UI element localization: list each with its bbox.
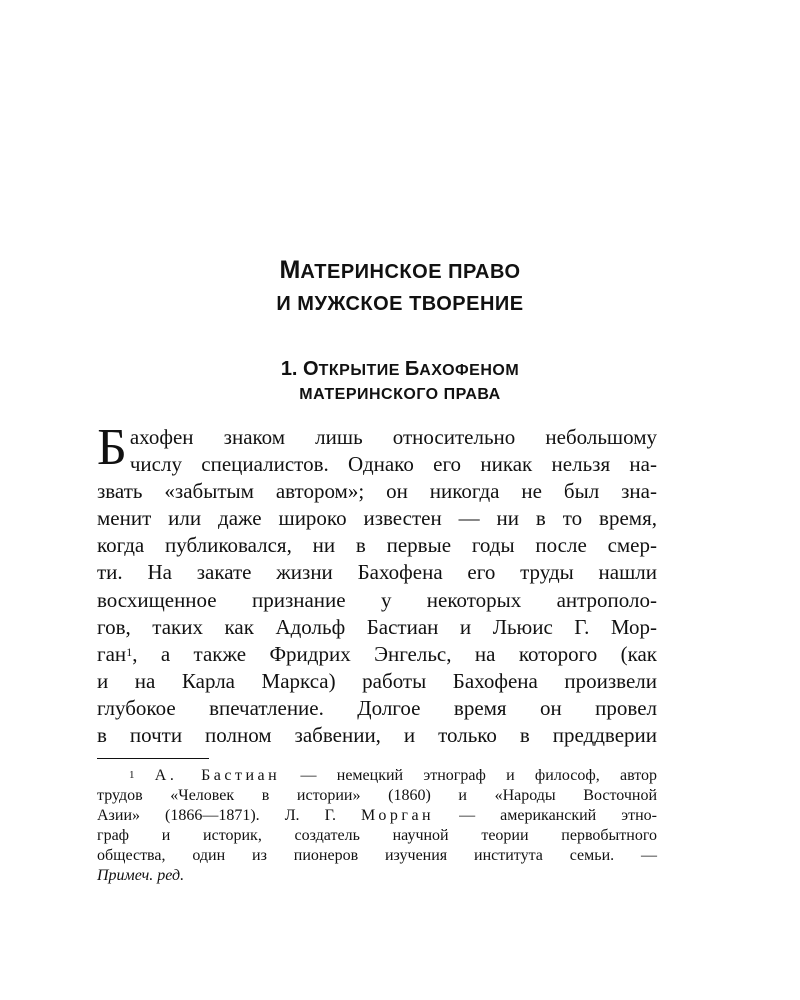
chapter-title-line1 bbox=[0, 255, 800, 289]
body-line-3: звать «забытым автором»; он никогда не был зна- bbox=[97, 479, 657, 504]
body-line-9 bbox=[97, 641, 657, 668]
footnote-line-1-rest: — немецкий этнограф и философ, автор bbox=[280, 767, 658, 784]
section-title-word2: АХОФЕНОМ bbox=[419, 362, 520, 379]
section-title-word1: ТКРЫТИЕ bbox=[318, 362, 405, 379]
body-line-7: восхищенное признание у некоторых антрополо- bbox=[97, 587, 657, 612]
section-title-line1 bbox=[0, 357, 800, 383]
body-line-12: в почти полном забвении, и только в преддверии bbox=[97, 723, 657, 748]
body-paragraph bbox=[97, 419, 657, 749]
section-title-line2: МАТЕРИНСКОГО ПРАВА bbox=[299, 386, 501, 403]
footnote-divider bbox=[97, 758, 209, 759]
section-title-initial2: Б bbox=[404, 358, 420, 380]
body-line-8: гов, таких как Адольф Бастиан и Льюис Г. Мор- bbox=[97, 614, 657, 639]
footnote-line-1 bbox=[97, 766, 657, 786]
body-line-5: когда публиковался, ни в первые годы после смер- bbox=[97, 533, 657, 558]
body-line-10: и на Карла Маркса) работы Бахофена произвели bbox=[97, 668, 657, 693]
body-line-11: глубокое впечатление. Долгое время он провел bbox=[97, 695, 657, 720]
footnote-line-5: общества, один из пионеров изучения института семьи. — bbox=[97, 847, 657, 864]
footnote bbox=[97, 766, 657, 886]
chapter-title-initial: М bbox=[279, 256, 301, 284]
chapter-title-line2: И МУЖСКОЕ ТВОРЕНИЕ bbox=[276, 293, 524, 315]
footnote-name-morgan: Морган bbox=[361, 807, 435, 824]
footnote-line-3 bbox=[97, 806, 657, 826]
section-title bbox=[0, 357, 800, 407]
section-number: 1. О bbox=[280, 358, 319, 380]
footnote-line-2: трудов «Человек в истории» (1860) и «Народы Восточной bbox=[97, 787, 657, 804]
drop-cap: Б bbox=[97, 419, 127, 476]
footnote-line-3-start: Азии» (1866—1871). Л. Г. bbox=[97, 807, 362, 824]
body-line-1: ахофен знаком лишь относительно небольшому bbox=[129, 425, 657, 449]
footnote-mark: 1 bbox=[129, 769, 135, 781]
footnote-name-bastian: А. Бастиан bbox=[154, 767, 281, 784]
footnote-editor-note: Примеч. ред. bbox=[97, 867, 185, 884]
body-line-9-start: ган bbox=[97, 641, 127, 666]
body-line-2: числу специалистов. Однако его никак нельзя на- bbox=[129, 452, 657, 477]
footnote-reference[interactable]: 1 bbox=[126, 644, 133, 659]
body-line-4: менит или даже широко известен — ни в то время, bbox=[97, 506, 657, 531]
footnote-line-4: граф и историк, создатель научной теории первобытного bbox=[97, 827, 657, 844]
chapter-title-rest: АТЕРИНСКОЕ ПРАВО bbox=[300, 261, 521, 283]
footnote-line-3-end: — американский этно- bbox=[434, 807, 658, 824]
body-line-9-end: , а также Фридрих Энгельс, на которого (как bbox=[132, 641, 657, 666]
body-line-6: ти. На закате жизни Бахофена его труды нашли bbox=[97, 560, 657, 585]
chapter-title bbox=[0, 255, 800, 319]
